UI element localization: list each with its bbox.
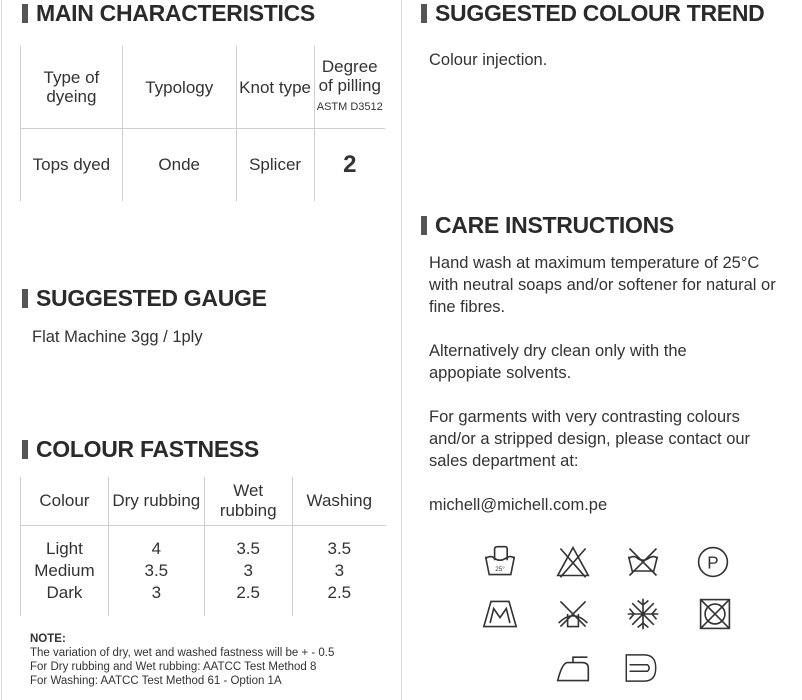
- header-typology: Typology: [122, 46, 236, 129]
- heading-text: MAIN CHARACTERISTICS: [36, 0, 315, 26]
- cell-value: 3.5: [236, 539, 260, 558]
- value-knot-type: Splicer: [236, 129, 314, 202]
- heading-text: COLOUR FASTNESS: [36, 436, 259, 462]
- heading-bar: [421, 4, 427, 23]
- hand-wash-25-icon: [482, 544, 518, 580]
- heading-text: SUGGESTED GAUGE: [36, 285, 267, 311]
- heading-text: SUGGESTED COLOUR TREND: [435, 0, 765, 26]
- characteristics-table: [20, 46, 385, 201]
- cell-value: 3.5: [144, 561, 169, 580]
- value-type-of-dyeing: Tops dyed: [21, 129, 123, 202]
- do-not-bleach-icon: [555, 544, 591, 580]
- cell-value: 3: [334, 561, 345, 580]
- care-paragraph-2: Alternatively dry clean only with the appopiate solvents.: [429, 342, 687, 382]
- do-not-tumble-dry-icon: [625, 544, 661, 580]
- wet-rubbing-column: [204, 526, 292, 617]
- header-dry-rubbing: Dry rubbing: [108, 477, 204, 526]
- dry-flat-icon: [482, 596, 518, 632]
- cell-value: 3: [151, 583, 162, 602]
- do-not-iron-icon: [555, 596, 591, 632]
- cell-value: 2.5: [236, 583, 260, 602]
- header-degree-of-pilling: [314, 46, 385, 129]
- row-label: Medium: [34, 561, 95, 580]
- header-wet-rubbing: Wet rubbing: [204, 477, 292, 526]
- fastness-table: [20, 477, 386, 616]
- care-instructions-heading: [421, 212, 674, 239]
- value-typology: Onde: [122, 129, 236, 202]
- header-knot-type: Knot type: [236, 46, 314, 129]
- dry-clean-letter: P: [707, 553, 719, 573]
- cell-value: 4: [151, 539, 162, 558]
- heading-text: CARE INSTRUCTIONS: [435, 212, 674, 238]
- dry-rubbing-column: [108, 526, 204, 617]
- wash-temperature: 25°: [495, 566, 505, 573]
- main-characteristics-heading: [22, 0, 315, 27]
- fastness-note: [30, 632, 400, 688]
- header-colour: Colour: [21, 477, 109, 526]
- note-title: NOTE:: [30, 633, 66, 645]
- note-line: The variation of dry, wet and washed fastness will be + - 0.5: [30, 647, 335, 659]
- cell-value: 2.5: [327, 583, 352, 602]
- suggested-gauge-heading: [22, 285, 267, 312]
- dry-clean-p-icon: [695, 544, 731, 580]
- note-line: For Dry rubbing and Wet rubbing: AATCC Test Method 8: [30, 661, 317, 673]
- dry-clean-gentle-icon: [623, 650, 659, 686]
- header-washing: Washing: [292, 477, 386, 526]
- do-not-tumble-dry-square-icon: [697, 596, 733, 632]
- iron-low-icon: [555, 650, 591, 686]
- header-type-of-dyeing: Type of dyeing: [21, 46, 123, 129]
- colour-fastness-heading: [22, 436, 259, 463]
- sales-email: michell@michell.com.pe: [429, 496, 608, 514]
- heading-bar: [22, 4, 28, 23]
- heading-bar: [22, 440, 28, 459]
- cell-value: 3.5: [327, 539, 352, 558]
- note-line: For Washing: AATCC Test Method 61 - Option 1A: [30, 675, 282, 687]
- suggested-colour-trend-heading: [421, 0, 764, 27]
- care-paragraph-3: For garments with very contrasting colours and/or a stripped design, please contact our sales department at:: [429, 408, 751, 470]
- heading-bar: [22, 289, 28, 308]
- left-border: [1, 0, 2, 700]
- column-divider: [401, 0, 402, 700]
- row-label: Light: [46, 539, 83, 558]
- value-pilling: 2: [343, 151, 357, 178]
- pilling-label: Degree of pilling: [318, 57, 381, 95]
- colour-column: [21, 526, 109, 617]
- washing-column: [292, 526, 386, 617]
- do-not-wet-clean-icon: [625, 596, 661, 632]
- colour-trend-value: Colour injection.: [429, 51, 548, 69]
- pilling-standard: ASTM D3512: [316, 101, 383, 113]
- heading-bar: [421, 216, 427, 235]
- gauge-value: Flat Machine 3gg / 1ply: [32, 328, 203, 346]
- care-paragraph-1: Hand wash at maximum temperature of 25°C with neutral soaps and/or softener for natural or fine fibres.: [429, 254, 776, 316]
- row-label: Dark: [46, 583, 83, 602]
- cell-value: 3: [243, 561, 253, 580]
